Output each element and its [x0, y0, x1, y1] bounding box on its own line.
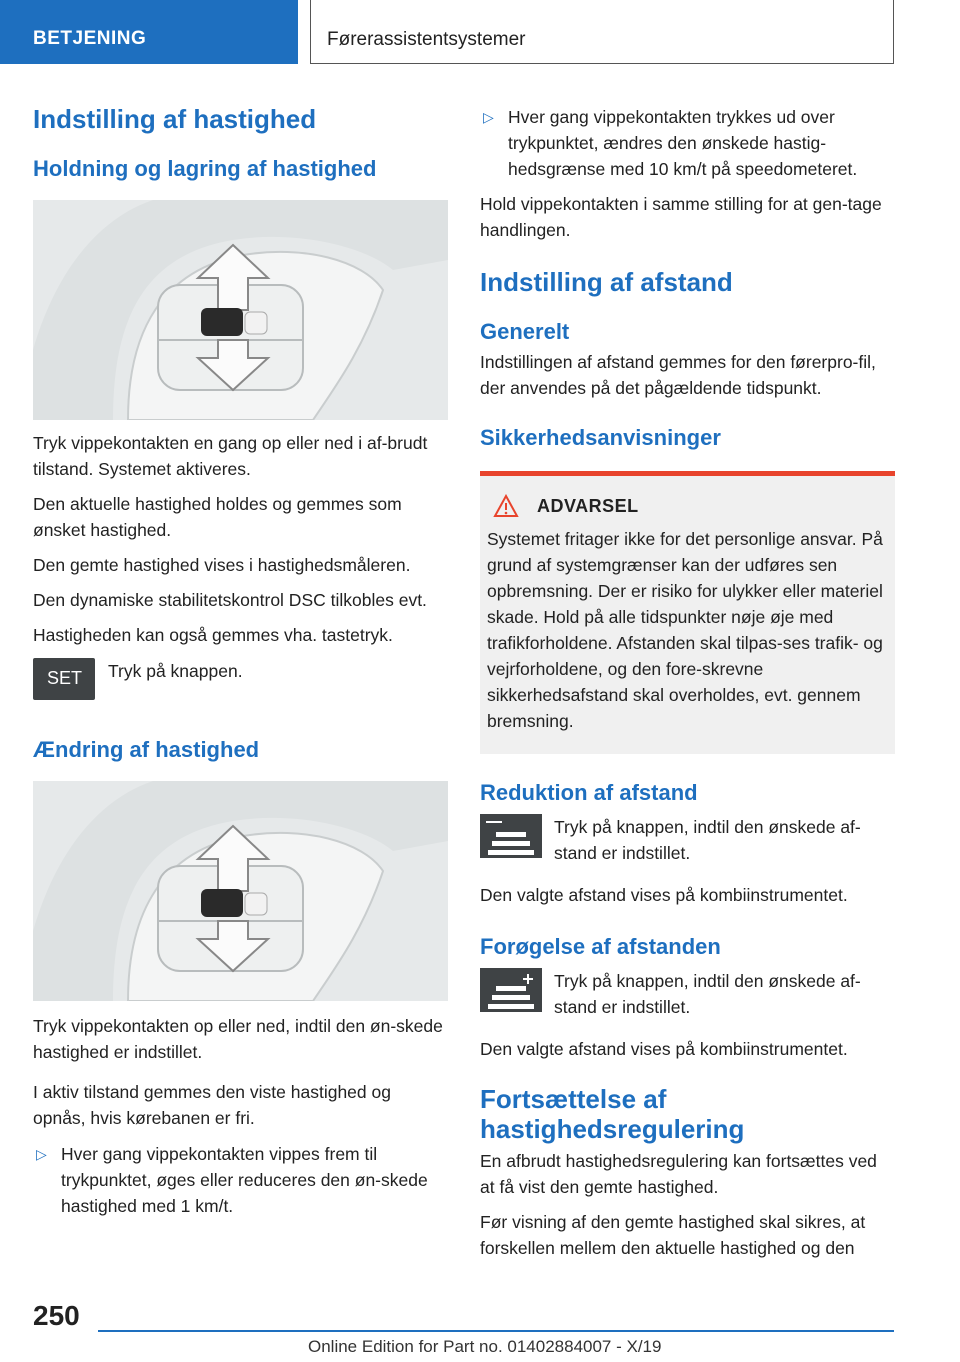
section-title: Fortsættelse af hastighedsregulering [480, 1084, 745, 1144]
distance-bars-icon [480, 814, 542, 858]
warning-box [480, 471, 895, 754]
paragraph: Indstillingen af afstand gemmes for den førerpro-fil, der anvendes på det pågældende tidspunkt. [480, 352, 876, 398]
paragraph: Den valgte afstand vises på kombiinstrumentet. [480, 1039, 848, 1059]
warning-title: ADVARSEL [537, 495, 639, 516]
warning-text: Systemet fritager ikke for det personlige ansvar. På grund af systemgrænser kan der udføres sen opbremsning. Der er risiko for ulykker eller materiel skade. Hold på alle tidspunkter nøje øje med trafikforholdene. Afstanden skal tilpas-ses trafik- og vejrforholdene, og den fore-skrevne sikkerhedsafstand skal overholdes, evt. gennem bremsning. [487, 529, 883, 731]
section-title: Indstilling af afstand [480, 267, 733, 297]
paragraph: Den dynamiske stabilitetskontrol DSC tilkobles evt. [33, 590, 427, 610]
reduce-distance-text: Tryk på knappen, indtil den ønskede af-stand er indstillet. [554, 817, 861, 863]
section-title: Indstilling af hastighed [33, 104, 317, 134]
page-number: 250 [33, 1300, 80, 1331]
bullet-text: Hver gang vippekontakten vippes frem til trykpunktet, øges eller reduceres den øn-skede hastighed med 1 km/t. [61, 1144, 428, 1216]
paragraph: Tryk vippekontakten en gang op eller ned i af-brudt tilstand. Systemet aktiveres. [33, 433, 428, 479]
header-section-label: BETJENING [33, 28, 147, 49]
steering-wheel-image [33, 200, 448, 420]
subsection-title-increase: Forøgelse af afstanden [480, 934, 721, 959]
bullet-triangle-icon: ▷ [36, 1146, 47, 1162]
footer-edition: Online Edition for Part no. 01402884007 - X/19 [308, 1337, 662, 1356]
distance-increase-icon [480, 968, 542, 1012]
distance-decrease-icon [480, 814, 542, 858]
paragraph: Hastigheden kan også gemmes vha. tastetryk. [33, 625, 393, 645]
steering-switch-illustration [33, 781, 448, 1001]
bullet-item [480, 104, 895, 182]
right-column [480, 104, 895, 1261]
subsection-title-safety: Sikkerhedsanvisninger [480, 425, 721, 450]
subsection-title-hold: Holdning og lagring af hastighed [33, 156, 377, 181]
paragraph: Den aktuelle hastighed holdes og gemmes som ønsket hastighed. [33, 494, 402, 540]
footer-rule [98, 1330, 894, 1332]
header-chapter-label: Førerassistentsystemer [327, 29, 526, 50]
paragraph: Den valgte afstand vises på kombiinstrumentet. [480, 885, 848, 905]
steering-wheel-image [33, 781, 448, 1001]
header-section-tab [0, 0, 298, 64]
paragraph: En afbrudt hastighedsregulering kan fortsættes ved at få vist den gemte hastighed. [480, 1151, 877, 1197]
bullet-text: Hver gang vippekontakten trykkes ud over trykpunktet, ændres den ønskede hastig-hedsgrænse med 10 km/t på speedometeret. [508, 107, 858, 179]
increase-distance-instruction [480, 968, 895, 1024]
steering-switch-illustration [33, 200, 448, 420]
set-button-text: Tryk på knappen. [108, 661, 243, 681]
set-button-icon [33, 658, 95, 700]
reduce-distance-instruction [480, 814, 895, 870]
left-column [33, 96, 448, 1219]
subsection-title-reduce: Reduktion af afstand [480, 780, 698, 805]
distance-bars-icon [480, 968, 542, 1012]
subsection-title-change: Ændring af hastighed [33, 737, 260, 762]
paragraph: Tryk vippekontakten op eller ned, indtil den øn-skede hastighed er indstillet. [33, 1016, 443, 1062]
paragraph: I aktiv tilstand gemmes den viste hastighed og opnås, hvis kørebanen er fri. [33, 1082, 391, 1128]
bullet-triangle-icon: ▷ [483, 109, 494, 125]
increase-distance-text: Tryk på knappen, indtil den ønskede af-stand er indstillet. [554, 971, 861, 1017]
bullet-item [33, 1141, 448, 1219]
paragraph: Før visning af den gemte hastighed skal sikres, at forskellen mellem den aktuelle hastighed og den [480, 1212, 866, 1258]
paragraph: Hold vippekontakten i samme stilling for at gen-tage handlingen. [480, 194, 882, 240]
subsection-title-general: Generelt [480, 319, 570, 344]
header-chapter-tab [310, 0, 894, 64]
paragraph: Den gemte hastighed vises i hastighedsmåleren. [33, 555, 411, 575]
set-button-label: SET [47, 668, 83, 688]
warning-triangle-icon [493, 494, 519, 518]
set-button-instruction [33, 658, 448, 708]
